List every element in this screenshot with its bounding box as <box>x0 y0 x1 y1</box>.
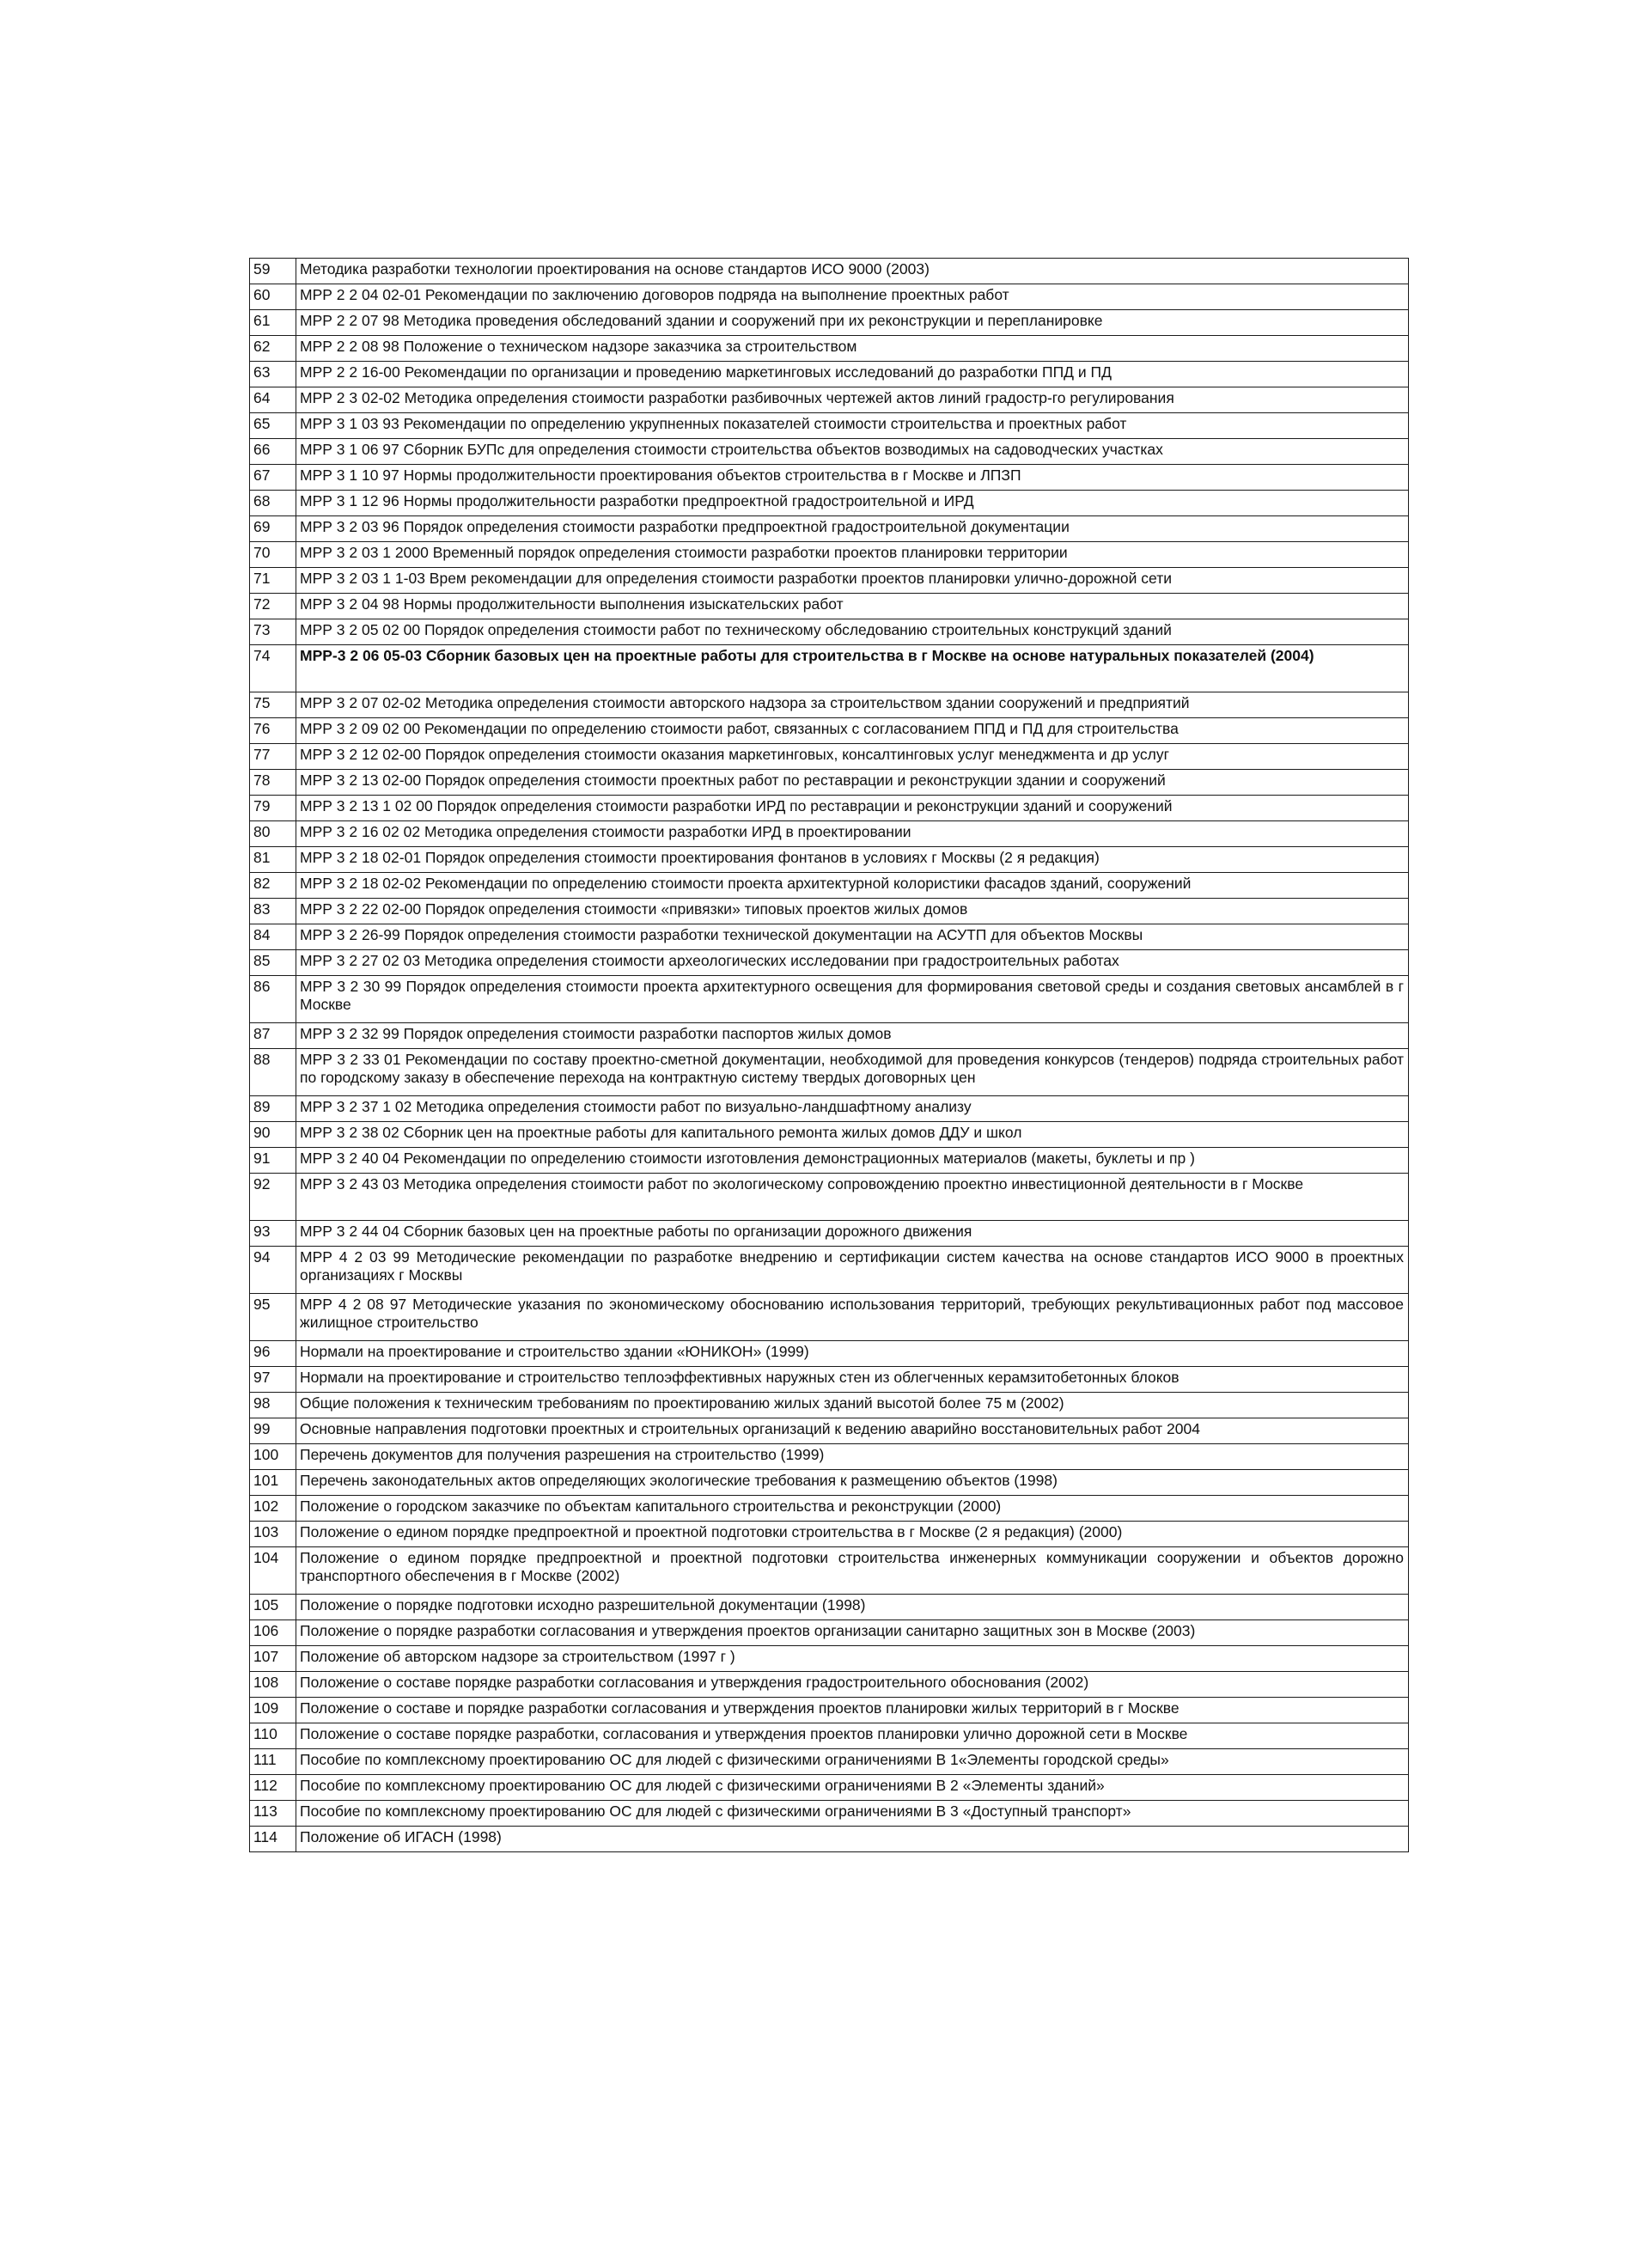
table-row <box>250 1221 1409 1247</box>
document-title: МРР 4 2 08 97 Методические указания по экономическому обоснованию использования территорий, требующих рекультивационных работ под массовое жилищное строительство <box>296 1294 1409 1341</box>
document-title: МРР 2 3 02-02 Методика определения стоимости разработки разбивочных чертежей актов линий градостр-го регулирования <box>296 387 1409 413</box>
table-row <box>250 413 1409 439</box>
document-title: МРР-3 2 06 05-03 Сборник базовых цен на проектные работы для строительства в г Москве на основе натуральных показателей (2004) <box>296 645 1409 692</box>
table-row <box>250 594 1409 619</box>
document-title: МРР 3 2 16 02 02 Методика определения стоимости разработки ИРД в проектировании <box>296 821 1409 847</box>
table-row <box>250 645 1409 692</box>
row-number: 104 <box>250 1547 296 1595</box>
row-number: 61 <box>250 310 296 336</box>
document-title: Положение о составе порядке разработки, согласования и утверждения проектов планировки улично дорожной сети в Москве <box>296 1723 1409 1749</box>
table-row <box>250 976 1409 1023</box>
document-title: Методика разработки технологии проектирования на основе стандартов ИСО 9000 (2003) <box>296 259 1409 284</box>
row-number: 64 <box>250 387 296 413</box>
document-title: Положение о порядке разработки согласования и утверждения проектов организации санитарно защитных зон в Москве (2003) <box>296 1620 1409 1646</box>
row-number: 95 <box>250 1294 296 1341</box>
table-row <box>250 770 1409 796</box>
document-title: Положение о городском заказчике по объектам капитального строительства и реконструкции (2000) <box>296 1496 1409 1522</box>
row-number: 73 <box>250 619 296 645</box>
table-row <box>250 899 1409 924</box>
row-number: 67 <box>250 465 296 491</box>
document-title: Общие положения к техническим требованиям по проектированию жилых зданий высотой более 75 м (2002) <box>296 1393 1409 1418</box>
table-row <box>250 1723 1409 1749</box>
table-row <box>250 1595 1409 1620</box>
table-row <box>250 1522 1409 1547</box>
table-row <box>250 1801 1409 1827</box>
table-row <box>250 950 1409 976</box>
row-number: 88 <box>250 1049 296 1096</box>
document-title: МРР 3 2 12 02-00 Порядок определения стоимости оказания маркетинговых, консалтинговых услуг менеджмента и др услуг <box>296 744 1409 770</box>
table-row <box>250 796 1409 821</box>
table-row <box>250 873 1409 899</box>
table-row <box>250 1023 1409 1049</box>
row-number: 83 <box>250 899 296 924</box>
document-title: Основные направления подготовки проектных и строительных организаций к ведению аварийно восстановительных работ 2004 <box>296 1418 1409 1444</box>
table-row <box>250 924 1409 950</box>
document-title: МРР 3 2 13 1 02 00 Порядок определения стоимости разработки ИРД по реставрации и реконструкции зданий и сооружений <box>296 796 1409 821</box>
document-title: МРР 3 2 03 1 2000 Временный порядок определения стоимости разработки проектов планировки территории <box>296 542 1409 568</box>
table-row <box>250 1775 1409 1801</box>
document-title: Пособие по комплексному проектированию ОС для людей с физическими ограничениями В 1«Элементы городской среды» <box>296 1749 1409 1775</box>
table-row <box>250 1547 1409 1595</box>
table-row <box>250 542 1409 568</box>
table-row <box>250 387 1409 413</box>
row-number: 97 <box>250 1367 296 1393</box>
document-title: МРР 3 1 06 97 Сборник БУПс для определения стоимости строительства объектов возводимых на садоводческих участках <box>296 439 1409 465</box>
document-title: Пособие по комплексному проектированию ОС для людей с физическими ограничениями В 3 «Доступный транспорт» <box>296 1801 1409 1827</box>
row-number: 91 <box>250 1148 296 1174</box>
row-number: 72 <box>250 594 296 619</box>
row-number: 106 <box>250 1620 296 1646</box>
document-title: Перечень законодательных актов определяющих экологические требования к размещению объектов (1998) <box>296 1470 1409 1496</box>
table-row <box>250 336 1409 362</box>
table-row <box>250 619 1409 645</box>
row-number: 86 <box>250 976 296 1023</box>
row-number: 101 <box>250 1470 296 1496</box>
table-row <box>250 1049 1409 1096</box>
table-row <box>250 259 1409 284</box>
table-row <box>250 744 1409 770</box>
document-title: Перечень документов для получения разрешения на строительство (1999) <box>296 1444 1409 1470</box>
row-number: 108 <box>250 1672 296 1698</box>
row-number: 93 <box>250 1221 296 1247</box>
table-row <box>250 1174 1409 1221</box>
row-number: 75 <box>250 692 296 718</box>
row-number: 66 <box>250 439 296 465</box>
document-title: МРР 3 2 38 02 Сборник цен на проектные работы для капитального ремонта жилых домов ДДУ и школ <box>296 1122 1409 1148</box>
document-title: МРР 4 2 03 99 Методические рекомендации по разработке внедрению и сертификации систем качества на основе стандартов ИСО 9000 в проектных организациях г Москвы <box>296 1247 1409 1294</box>
documents-table-body <box>250 259 1409 1852</box>
row-number: 84 <box>250 924 296 950</box>
document-title: МРР 2 2 08 98 Положение о техническом надзоре заказчика за строительством <box>296 336 1409 362</box>
row-number: 78 <box>250 770 296 796</box>
document-title: МРР 3 2 22 02-00 Порядок определения стоимости «привязки» типовых проектов жилых домов <box>296 899 1409 924</box>
row-number: 90 <box>250 1122 296 1148</box>
row-number: 76 <box>250 718 296 744</box>
table-row <box>250 1148 1409 1174</box>
table-row <box>250 1122 1409 1148</box>
document-title: МРР 2 2 07 98 Методика проведения обследований здании и сооружений при их реконструкции и перепланировке <box>296 310 1409 336</box>
document-title: Положение о составе и порядке разработки согласования и утверждения проектов планировки жилых территорий в г Москве <box>296 1698 1409 1723</box>
row-number: 111 <box>250 1749 296 1775</box>
document-title: МРР 3 2 30 99 Порядок определения стоимости проекта архитектурного освещения для формирования световой среды и создания световых ансамблей в г Москве <box>296 976 1409 1023</box>
table-row <box>250 1367 1409 1393</box>
row-number: 68 <box>250 491 296 516</box>
table-row <box>250 1827 1409 1852</box>
row-number: 114 <box>250 1827 296 1852</box>
row-number: 59 <box>250 259 296 284</box>
table-row <box>250 1247 1409 1294</box>
row-number: 60 <box>250 284 296 310</box>
documents-table <box>249 258 1409 1852</box>
row-number: 79 <box>250 796 296 821</box>
row-number: 65 <box>250 413 296 439</box>
table-row <box>250 362 1409 387</box>
document-title: МРР 3 2 03 96 Порядок определения стоимости разработки предпроектной градостроительной документации <box>296 516 1409 542</box>
row-number: 71 <box>250 568 296 594</box>
table-row <box>250 1393 1409 1418</box>
table-row <box>250 1096 1409 1122</box>
table-row <box>250 1470 1409 1496</box>
document-title: Положение о едином порядке предпроектной и проектной подготовки строительства в г Москве (2 я редакция) (2000) <box>296 1522 1409 1547</box>
document-title: МРР 3 2 26-99 Порядок определения стоимости разработки технической документации на АСУТП для объектов Москвы <box>296 924 1409 950</box>
row-number: 69 <box>250 516 296 542</box>
table-row <box>250 465 1409 491</box>
table-row <box>250 718 1409 744</box>
table-row <box>250 568 1409 594</box>
row-number: 80 <box>250 821 296 847</box>
row-number: 82 <box>250 873 296 899</box>
document-title: МРР 3 2 44 04 Сборник базовых цен на проектные работы по организации дорожного движения <box>296 1221 1409 1247</box>
row-number: 63 <box>250 362 296 387</box>
document-title: Пособие по комплексному проектированию ОС для людей с физическими ограничениями В 2 «Элементы зданий» <box>296 1775 1409 1801</box>
document-title: Положение о порядке подготовки исходно разрешительной документации (1998) <box>296 1595 1409 1620</box>
table-row <box>250 1418 1409 1444</box>
table-row <box>250 1749 1409 1775</box>
table-row <box>250 1620 1409 1646</box>
table-row <box>250 439 1409 465</box>
document-title: МРР 3 2 32 99 Порядок определения стоимости разработки паспортов жилых домов <box>296 1023 1409 1049</box>
document-title: МРР 3 2 18 02-02 Рекомендации по определению стоимости проекта архитектурной колористики фасадов зданий, сооружений <box>296 873 1409 899</box>
document-title: МРР 3 1 10 97 Нормы продолжительности проектирования объектов строительства в г Москве и ЛПЗП <box>296 465 1409 491</box>
row-number: 110 <box>250 1723 296 1749</box>
document-title: МРР 3 2 03 1 1-03 Врем рекомендации для определения стоимости разработки проектов планировки улично-дорожной сети <box>296 568 1409 594</box>
document-title: МРР 3 2 18 02-01 Порядок определения стоимости проектирования фонтанов в условиях г Москвы (2 я редакция) <box>296 847 1409 873</box>
row-number: 70 <box>250 542 296 568</box>
row-number: 109 <box>250 1698 296 1723</box>
row-number: 103 <box>250 1522 296 1547</box>
document-title: МРР 3 2 33 01 Рекомендации по составу проектно-сметной документации, необходимой для проведения конкурсов (тендеров) подряда строительных работ по городскому заказу в обеспечение перехода на контрактную систему твердых договорных цен <box>296 1049 1409 1096</box>
document-title: МРР 3 2 27 02 03 Методика определения стоимости археологических исследовании при градостроительных работах <box>296 950 1409 976</box>
row-number: 94 <box>250 1247 296 1294</box>
document-title: МРР 3 2 43 03 Методика определения стоимости работ по экологическому сопровождению проектно инвестиционной деятельности в г Москве <box>296 1174 1409 1221</box>
row-number: 99 <box>250 1418 296 1444</box>
document-title: МРР 3 2 13 02-00 Порядок определения стоимости проектных работ по реставрации и реконструкции здании и сооружений <box>296 770 1409 796</box>
table-row <box>250 310 1409 336</box>
row-number: 89 <box>250 1096 296 1122</box>
row-number: 112 <box>250 1775 296 1801</box>
row-number: 96 <box>250 1341 296 1367</box>
table-row <box>250 692 1409 718</box>
table-row <box>250 847 1409 873</box>
document-title: Положение о составе порядке разработки согласования и утверждения градостроительного обоснования (2002) <box>296 1672 1409 1698</box>
table-row <box>250 1672 1409 1698</box>
table-row <box>250 1294 1409 1341</box>
table-row <box>250 1646 1409 1672</box>
row-number: 98 <box>250 1393 296 1418</box>
table-row <box>250 1444 1409 1470</box>
row-number: 92 <box>250 1174 296 1221</box>
document-title: Положение об ИГАСН (1998) <box>296 1827 1409 1852</box>
row-number: 81 <box>250 847 296 873</box>
document-title: МРР 2 2 04 02-01 Рекомендации по заключению договоров подряда на выполнение проектных работ <box>296 284 1409 310</box>
document-title: Положение об авторском надзоре за строительством (1997 г ) <box>296 1646 1409 1672</box>
table-row <box>250 1496 1409 1522</box>
document-title: МРР 2 2 16-00 Рекомендации по организации и проведению маркетинговых исследований до разработки ППД и ПД <box>296 362 1409 387</box>
row-number: 85 <box>250 950 296 976</box>
document-title: МРР 3 1 03 93 Рекомендации по определению укрупненных показателей стоимости строительства и проектных работ <box>296 413 1409 439</box>
table-row <box>250 1698 1409 1723</box>
document-title: МРР 3 2 07 02-02 Методика определения стоимости авторского надзора за строительством здании сооружений и предприятий <box>296 692 1409 718</box>
table-row <box>250 821 1409 847</box>
document-title: МРР 3 2 05 02 00 Порядок определения стоимости работ по техническому обследованию строительных конструкций зданий <box>296 619 1409 645</box>
table-row <box>250 284 1409 310</box>
row-number: 105 <box>250 1595 296 1620</box>
row-number: 62 <box>250 336 296 362</box>
document-title: МРР 3 2 09 02 00 Рекомендации по определению стоимости работ, связанных с согласованием ППД и ПД для строительства <box>296 718 1409 744</box>
row-number: 87 <box>250 1023 296 1049</box>
document-title: Нормали на проектирование и строительство здании «ЮНИКОН» (1999) <box>296 1341 1409 1367</box>
table-row <box>250 1341 1409 1367</box>
row-number: 77 <box>250 744 296 770</box>
table-row <box>250 491 1409 516</box>
row-number: 113 <box>250 1801 296 1827</box>
document-title: Нормали на проектирование и строительство теплоэффективных наружных стен из облегченных керамзитобетонных блоков <box>296 1367 1409 1393</box>
document-title: Положение о едином порядке предпроектной и проектной подготовки строительства инженерных коммуникации сооружении и объектов дорожно транспортного обеспечения в г Москве (2002) <box>296 1547 1409 1595</box>
document-title: МРР 3 2 40 04 Рекомендации по определению стоимости изготовления демонстрационных материалов (макеты, буклеты и пр ) <box>296 1148 1409 1174</box>
row-number: 102 <box>250 1496 296 1522</box>
document-title: МРР 3 2 37 1 02 Методика определения стоимости работ по визуально-ландшафтному анализу <box>296 1096 1409 1122</box>
document-title: МРР 3 2 04 98 Нормы продолжительности выполнения изыскательских работ <box>296 594 1409 619</box>
row-number: 107 <box>250 1646 296 1672</box>
document-title: МРР 3 1 12 96 Нормы продолжительности разработки предпроектной градостроительной и ИРД <box>296 491 1409 516</box>
row-number: 74 <box>250 645 296 692</box>
table-row <box>250 516 1409 542</box>
row-number: 100 <box>250 1444 296 1470</box>
